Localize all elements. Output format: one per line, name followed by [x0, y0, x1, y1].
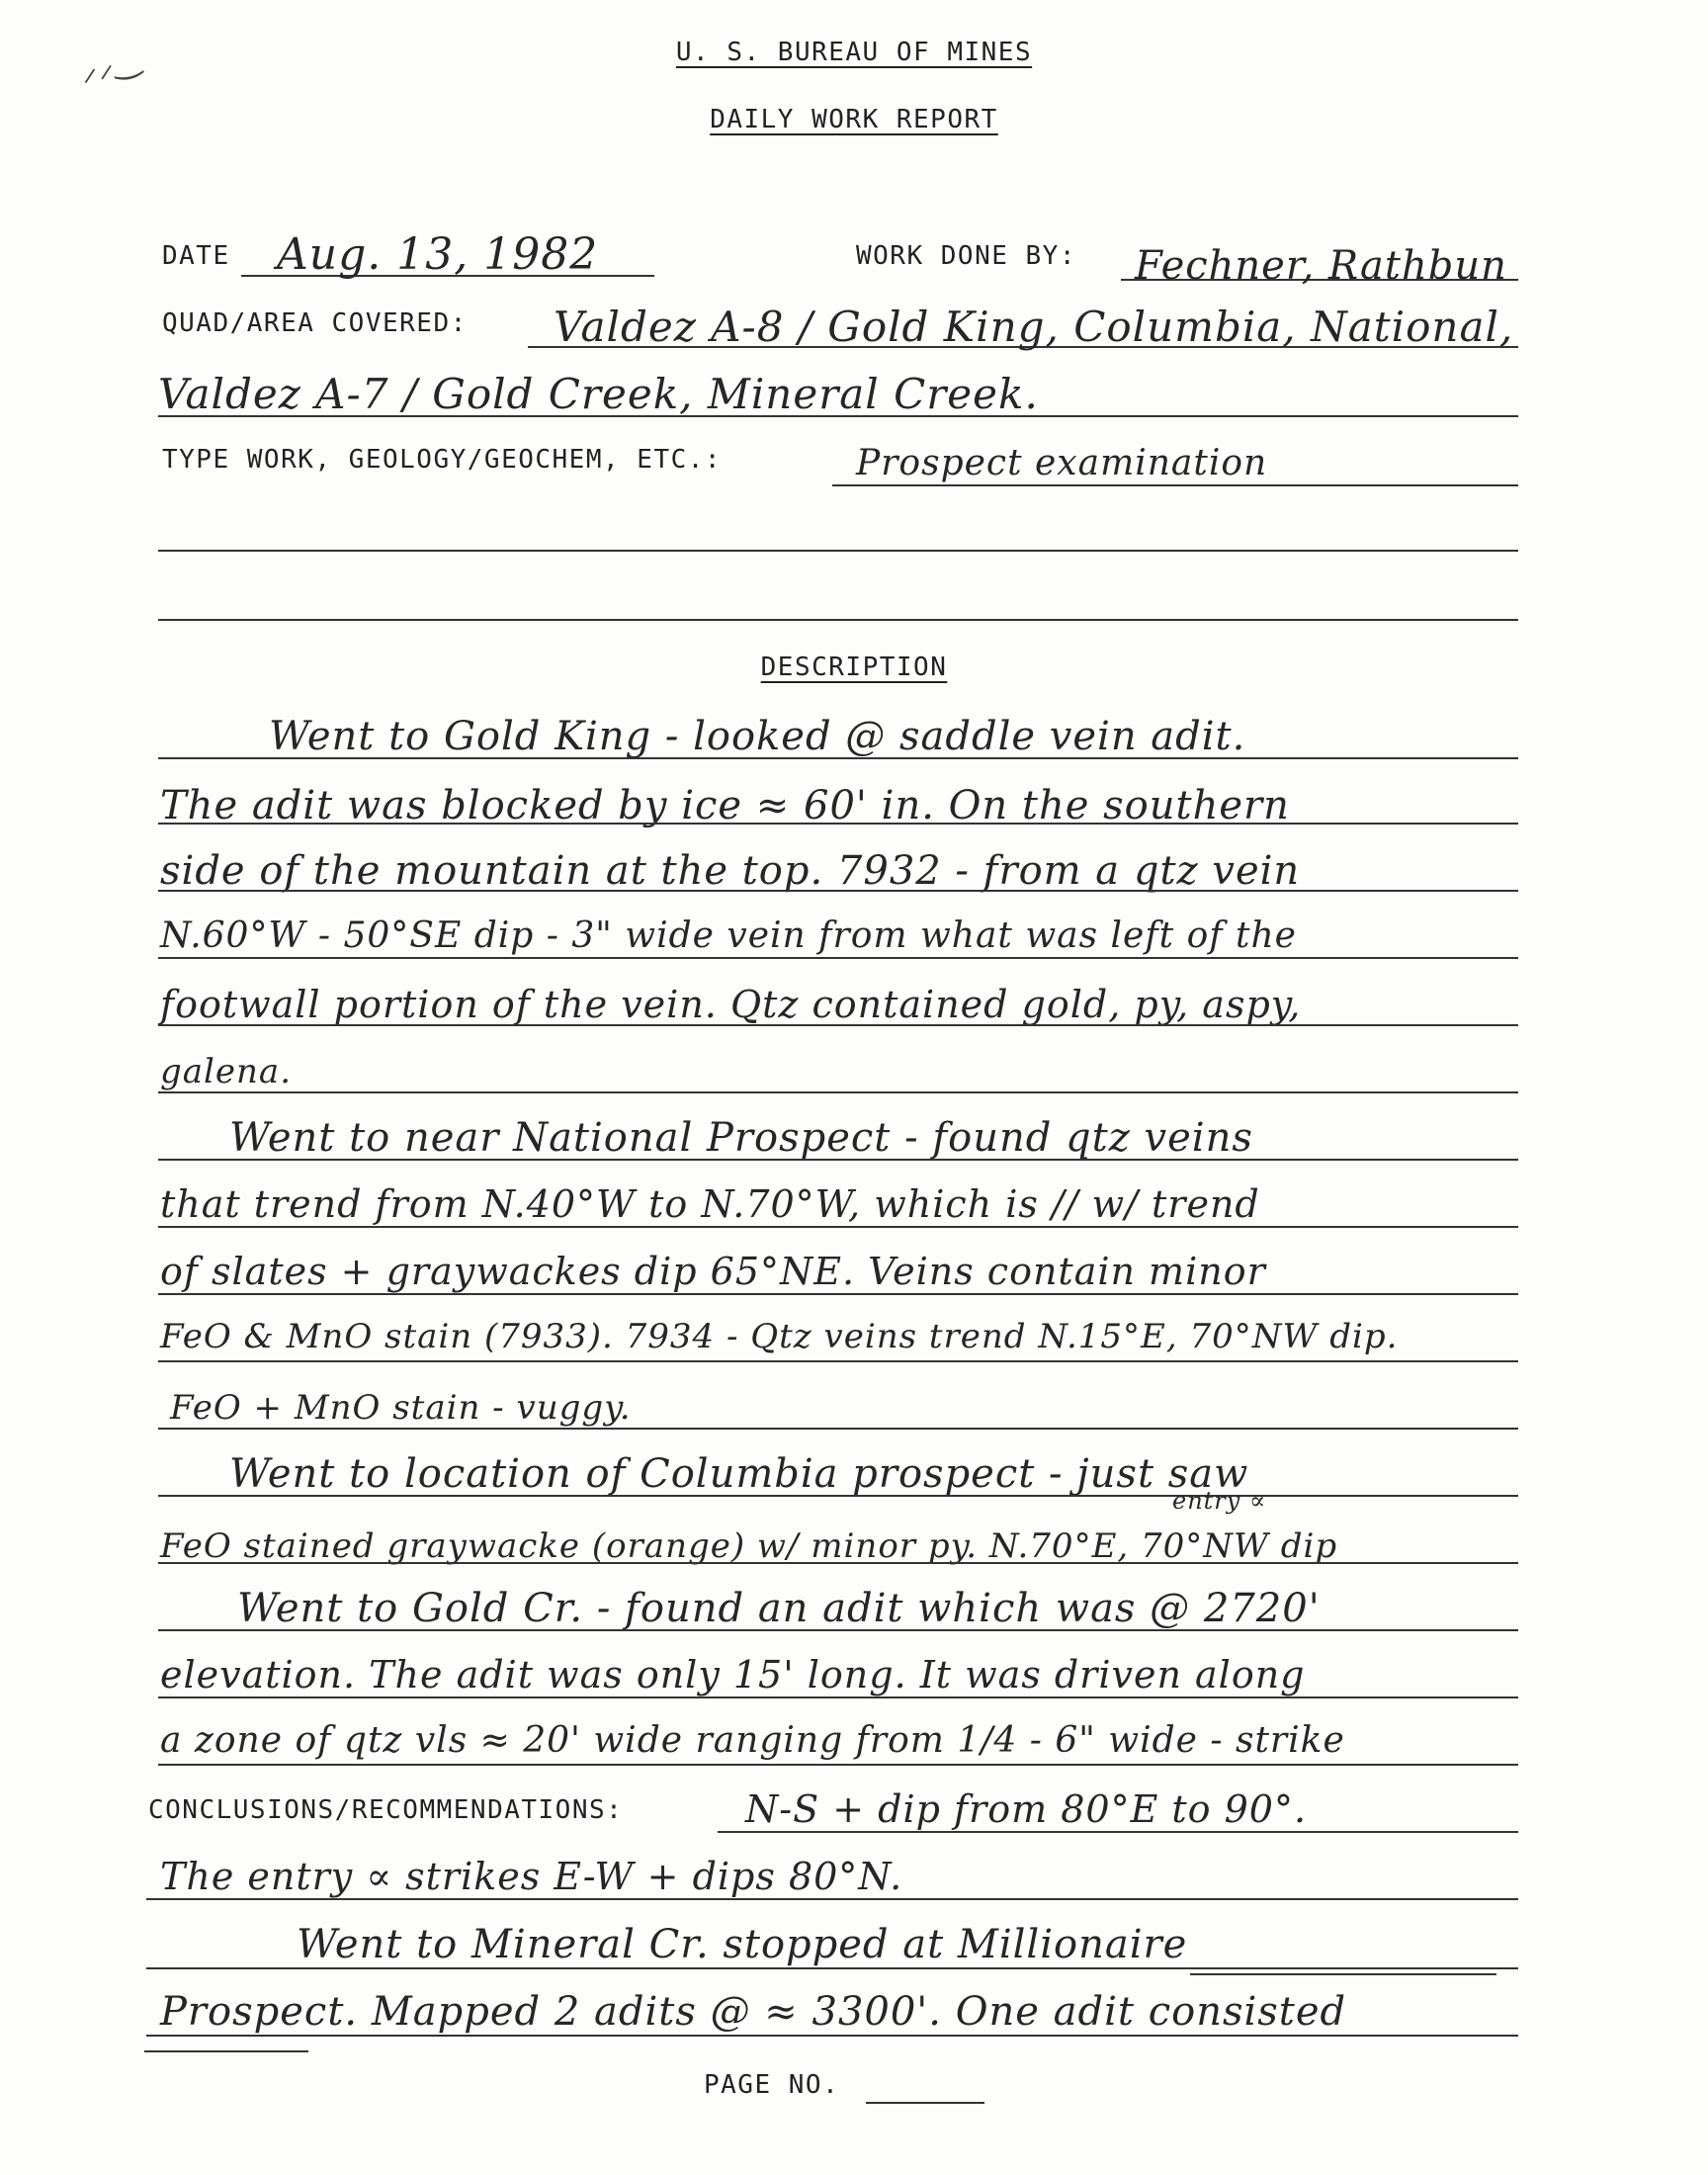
- description-line: N.60°W - 50°SE dip - 3" wide vein from what was left of the: [160, 915, 1297, 956]
- description-heading: DESCRIPTION: [760, 652, 948, 682]
- conclusions-rule: [146, 1898, 1518, 1900]
- description-line: The adit was blocked by ice ≈ 60' in. On the southern: [160, 783, 1290, 828]
- description-line: Went to Gold King - looked @ saddle vein adit.: [269, 714, 1246, 759]
- description-rule: [158, 890, 1518, 892]
- conclusions-line: The entry ∝ strikes E-W + dips 80°N.: [160, 1855, 903, 1898]
- description-rule: [158, 1562, 1518, 1564]
- description-line: FeO & MnO stain (7933). 7934 - Qtz veins trend N.15°E, 70°NW dip.: [160, 1317, 1399, 1356]
- description-rule: [158, 1293, 1518, 1295]
- description-line: elevation. The adit was only 15' long. It was driven along: [160, 1653, 1306, 1696]
- conclusions-rule: [146, 1967, 1518, 1969]
- quad-value-line-1: Valdez A-8 / Gold King, Columbia, National,: [554, 303, 1514, 351]
- date-label: DATE: [162, 241, 230, 271]
- description-rule: [158, 1024, 1518, 1026]
- description-rule: [158, 1495, 1518, 1497]
- quad-label: QUAD/AREA COVERED:: [162, 308, 468, 338]
- type-work-rule-3: [158, 619, 1518, 621]
- description-rule: [158, 1428, 1518, 1430]
- description-line: side of the mountain at the top. 7932 - from a qtz vein: [160, 848, 1301, 894]
- type-work-rule-2: [158, 550, 1518, 552]
- insertion-note: entry ∝: [1172, 1487, 1267, 1515]
- corner-pencil-mark: ⸝⸝‿: [75, 39, 144, 90]
- description-rule: [158, 1696, 1518, 1698]
- conclusions-rule: [718, 1831, 1518, 1833]
- description-rule: [158, 1159, 1518, 1161]
- description-line: footwall portion of the vein. Qtz contained gold, py, aspy,: [160, 983, 1302, 1026]
- description-rule: [158, 957, 1518, 959]
- report-type-title: DAILY WORK REPORT: [710, 105, 998, 134]
- work-done-by-label: WORK DONE BY:: [856, 241, 1076, 271]
- quad-value-line-2: Valdez A-7 / Gold Creek, Mineral Creek.: [158, 370, 1039, 418]
- description-rule: [158, 1764, 1518, 1766]
- description-line: FeO + MnO stain - vuggy.: [170, 1388, 632, 1428]
- description-line: that trend from N.40°W to N.70°W, which is // w/ trend: [160, 1182, 1260, 1226]
- conclusions-label: CONCLUSIONS/RECOMMENDATIONS:: [148, 1795, 624, 1825]
- description-line: Went to near National Prospect - found qtz veins: [229, 1115, 1253, 1161]
- description-rule: [158, 1226, 1518, 1228]
- type-work-label: TYPE WORK, GEOLOGY/GEOCHEM, ETC.:: [162, 445, 723, 475]
- type-work-rule: [832, 484, 1518, 486]
- millionaire-underline: [1190, 1973, 1496, 1975]
- conclusions-line: Went to Mineral Cr. stopped at Millionaire: [297, 1922, 1188, 1967]
- agency-title: U. S. BUREAU OF MINES: [675, 38, 1033, 67]
- prospect-underline: [144, 2050, 308, 2052]
- conclusions-rule: [146, 2035, 1518, 2037]
- description-line: of slates + graywackes dip 65°NE. Veins contain minor: [160, 1250, 1266, 1293]
- description-rule: [158, 1629, 1518, 1631]
- description-rule: [158, 757, 1518, 759]
- work-done-by-value: Fechner, Rathbun: [1135, 243, 1507, 289]
- description-rule: [158, 823, 1518, 825]
- conclusions-line: Prospect. Mapped 2 adits @ ≈ 3300'. One adit consisted: [160, 1989, 1347, 2035]
- description-rule: [158, 1360, 1518, 1362]
- conclusions-line: N-S + dip from 80°E to 90°.: [745, 1787, 1308, 1831]
- page-number-rule: [866, 2102, 984, 2104]
- description-line: galena.: [160, 1052, 293, 1091]
- page-number-label: PAGE NO.: [704, 2070, 840, 2100]
- description-line: a zone of qtz vls ≈ 20' wide ranging from 1/4 - 6" wide - strike: [160, 1720, 1345, 1761]
- description-line: FeO stained graywacke (orange) w/ minor py. N.70°E, 70°NW dip: [160, 1526, 1338, 1566]
- description-line: Went to location of Columbia prospect - just saw: [229, 1451, 1249, 1497]
- type-work-value: Prospect examination: [856, 443, 1268, 483]
- description-line: Went to Gold Cr. - found an adit which was @ 2720': [237, 1586, 1321, 1631]
- description-rule: [158, 1091, 1518, 1093]
- date-value: Aug. 13, 1982: [277, 229, 599, 280]
